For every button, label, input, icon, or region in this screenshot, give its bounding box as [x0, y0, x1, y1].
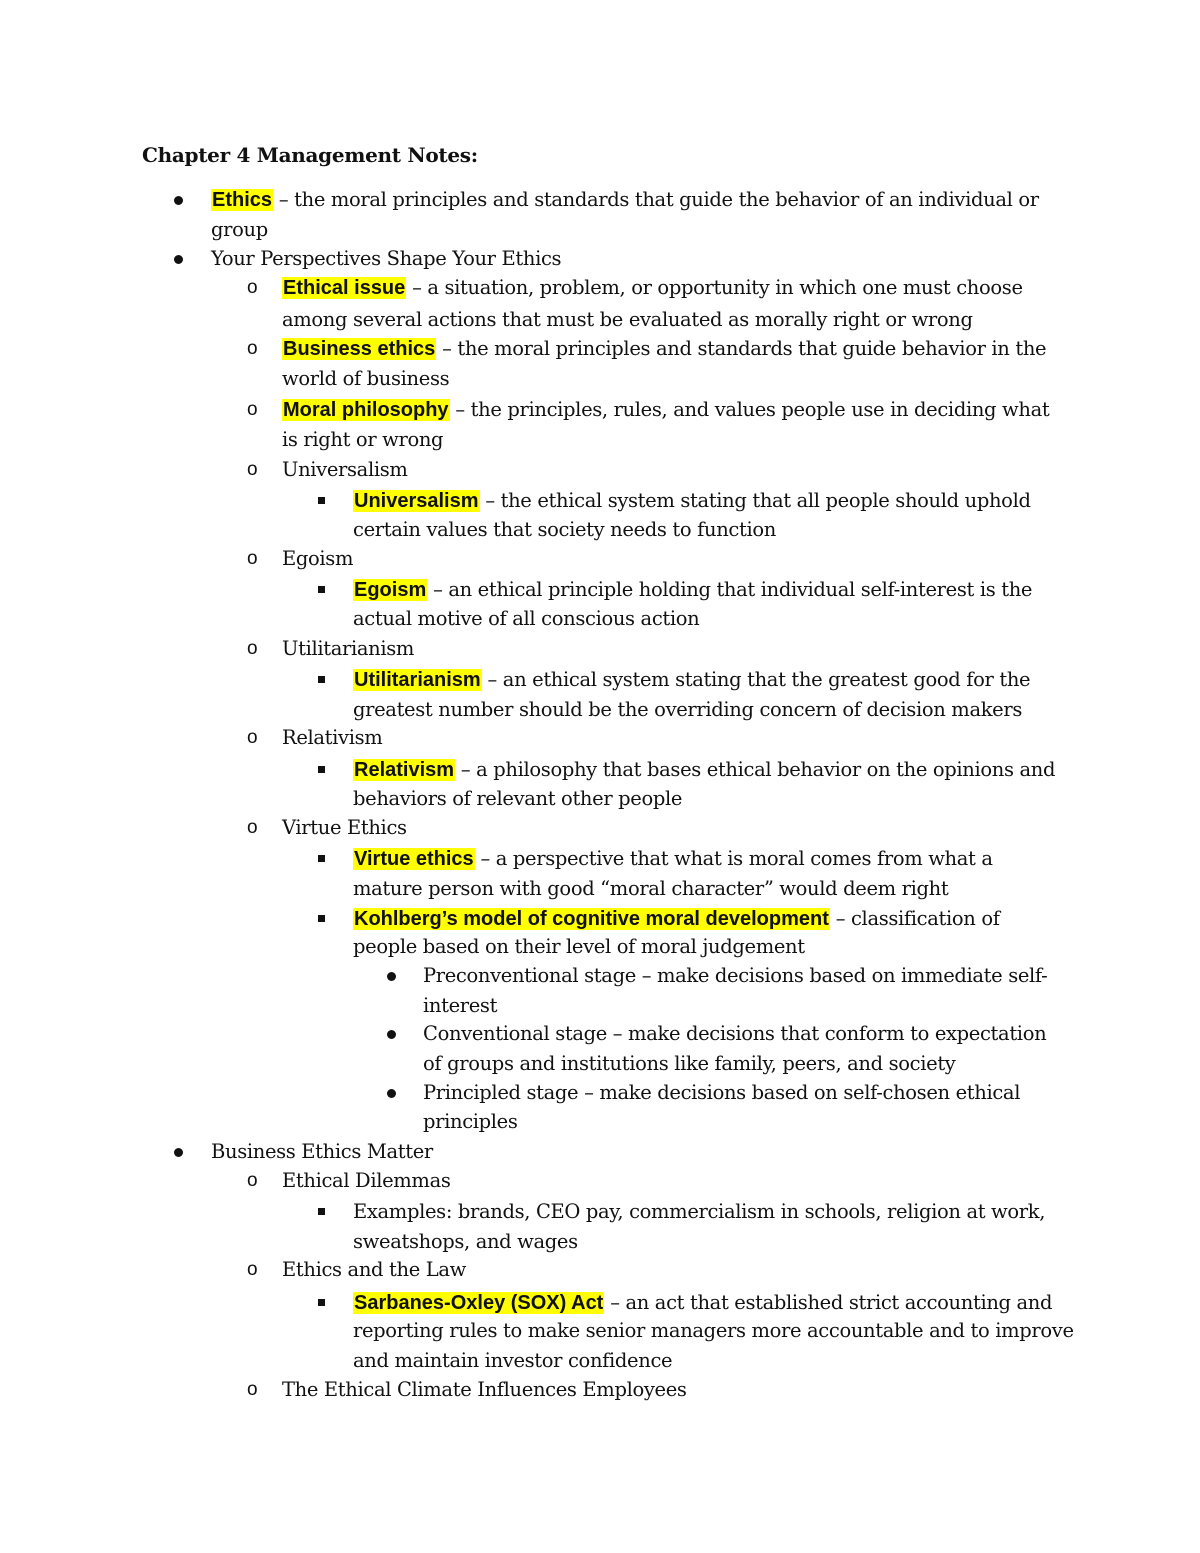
term-highlight: Business ethics	[283, 338, 436, 360]
list-item-universalism: Universalism – the ethical system stating that all people should uphold	[354, 489, 1031, 512]
bullet-disc	[174, 196, 183, 205]
list-item-relativism: Relativism – a philosophy that bases ethical behavior on the opinions and	[354, 758, 1056, 781]
list-item-virtue-heading: Virtue Ethics	[282, 816, 407, 839]
bullet-circle: o	[247, 459, 258, 480]
list-item-virtue-ethics-cont: mature person with good “moral character” would deem right	[353, 877, 949, 900]
list-item-dilemmas-heading: Ethical Dilemmas	[282, 1169, 451, 1192]
list-item-law-heading: Ethics and the Law	[282, 1258, 466, 1281]
bullet-square	[318, 497, 325, 504]
list-item-sox-cont2: and maintain investor confidence	[353, 1349, 673, 1372]
list-item-principled: Principled stage – make decisions based on self-chosen ethical	[423, 1081, 1021, 1104]
term-highlight: Virtue ethics	[354, 848, 474, 870]
list-item-conventional: Conventional stage – make decisions that conform to expectation	[423, 1022, 1047, 1045]
list-item-ethics: Ethics – the moral principles and standards that guide the behavior of an individual or	[212, 188, 1039, 211]
list-item-dilemmas: Examples: brands, CEO pay, commercialism in schools, religion at work,	[353, 1200, 1046, 1223]
list-item-sox: Sarbanes-Oxley (SOX) Act – an act that established strict accounting and	[354, 1291, 1053, 1314]
bullet-circle: o	[247, 338, 258, 359]
page-title: Chapter 4 Management Notes:	[142, 143, 478, 167]
bullet-square	[318, 915, 325, 922]
bullet-square	[318, 766, 325, 773]
bullet-disc	[387, 1089, 396, 1098]
term-highlight: Relativism	[354, 759, 455, 781]
list-item-ethical-issue: Ethical issue – a situation, problem, or opportunity in which one must choose	[283, 276, 1023, 299]
list-item-dilemmas-cont: sweatshops, and wages	[353, 1230, 578, 1253]
list-item-egoism-heading: Egoism	[282, 547, 354, 570]
list-item-preconventional: Preconventional stage – make decisions based on immediate self-	[423, 964, 1048, 987]
bullet-circle: o	[247, 817, 258, 838]
term-highlight: Ethical issue	[283, 277, 406, 299]
list-item-relativism-cont: behaviors of relevant other people	[353, 787, 683, 810]
term-highlight: Egoism	[354, 579, 427, 601]
term-highlight: Utilitarianism	[354, 669, 481, 691]
list-item-relativism-heading: Relativism	[282, 726, 383, 749]
bullet-square	[318, 1299, 325, 1306]
list-item-utilitarianism-cont: greatest number should be the overriding concern of decision makers	[353, 698, 1023, 721]
bullet-square	[318, 1208, 325, 1215]
bullet-disc	[174, 1148, 183, 1157]
list-item-climate-heading: The Ethical Climate Influences Employees	[282, 1378, 687, 1401]
bullet-circle: o	[247, 399, 258, 420]
term-highlight: Sarbanes-Oxley (SOX) Act	[354, 1292, 604, 1314]
list-item-egoism-cont: actual motive of all conscious action	[353, 607, 700, 630]
list-item-moral-philosophy: Moral philosophy – the principles, rules, and values people use in deciding what	[283, 398, 1050, 421]
list-item-business-ethics: Business ethics – the moral principles and standards that guide behavior in the	[283, 337, 1047, 360]
bullet-disc	[174, 255, 183, 264]
list-item-egoism: Egoism – an ethical principle holding that individual self-interest is the	[354, 578, 1033, 601]
list-item-business-ethics-cont: world of business	[282, 367, 450, 390]
bullet-square	[318, 855, 325, 862]
list-item-principled-cont: principles	[423, 1110, 518, 1133]
list-item-ethical-issue-cont: among several actions that must be evaluated as morally right or wrong	[282, 308, 973, 331]
list-item-universalism-heading: Universalism	[282, 458, 408, 481]
list-item-universalism-cont: certain values that society needs to function	[353, 518, 776, 541]
bullet-circle: o	[247, 727, 258, 748]
term-highlight: Kohlberg’s model of cognitive moral development	[354, 908, 829, 930]
bullet-circle: o	[247, 277, 258, 298]
bullet-circle: o	[247, 1170, 258, 1191]
term-highlight: Moral philosophy	[283, 399, 449, 421]
list-item-business-matter: Business Ethics Matter	[211, 1140, 433, 1163]
list-item-ethics-cont: group	[211, 218, 268, 241]
list-item-moral-philosophy-cont: is right or wrong	[282, 428, 444, 451]
list-item-sox-cont: reporting rules to make senior managers more accountable and to improve	[353, 1319, 1074, 1342]
list-item-utilitarianism-heading: Utilitarianism	[282, 637, 415, 660]
list-item-kohlberg: Kohlberg’s model of cognitive moral development – classification of	[354, 907, 1000, 930]
list-item-conventional-cont: of groups and institutions like family, peers, and society	[423, 1052, 956, 1075]
list-item-perspectives: Your Perspectives Shape Your Ethics	[211, 247, 562, 270]
list-item-preconventional-cont: interest	[423, 994, 498, 1017]
bullet-square	[318, 676, 325, 683]
bullet-circle: o	[247, 1379, 258, 1400]
list-item-kohlberg-cont: people based on their level of moral judgement	[353, 935, 805, 958]
bullet-disc	[387, 1030, 396, 1039]
term-highlight: Universalism	[354, 490, 479, 512]
list-item-utilitarianism: Utilitarianism – an ethical system stating that the greatest good for the	[354, 668, 1031, 691]
list-item-virtue-ethics: Virtue ethics – a perspective that what is moral comes from what a	[354, 847, 993, 870]
bullet-circle: o	[247, 1259, 258, 1280]
bullet-circle: o	[247, 638, 258, 659]
term-highlight: Ethics	[212, 189, 273, 211]
bullet-square	[318, 586, 325, 593]
bullet-circle: o	[247, 548, 258, 569]
bullet-disc	[387, 972, 396, 981]
